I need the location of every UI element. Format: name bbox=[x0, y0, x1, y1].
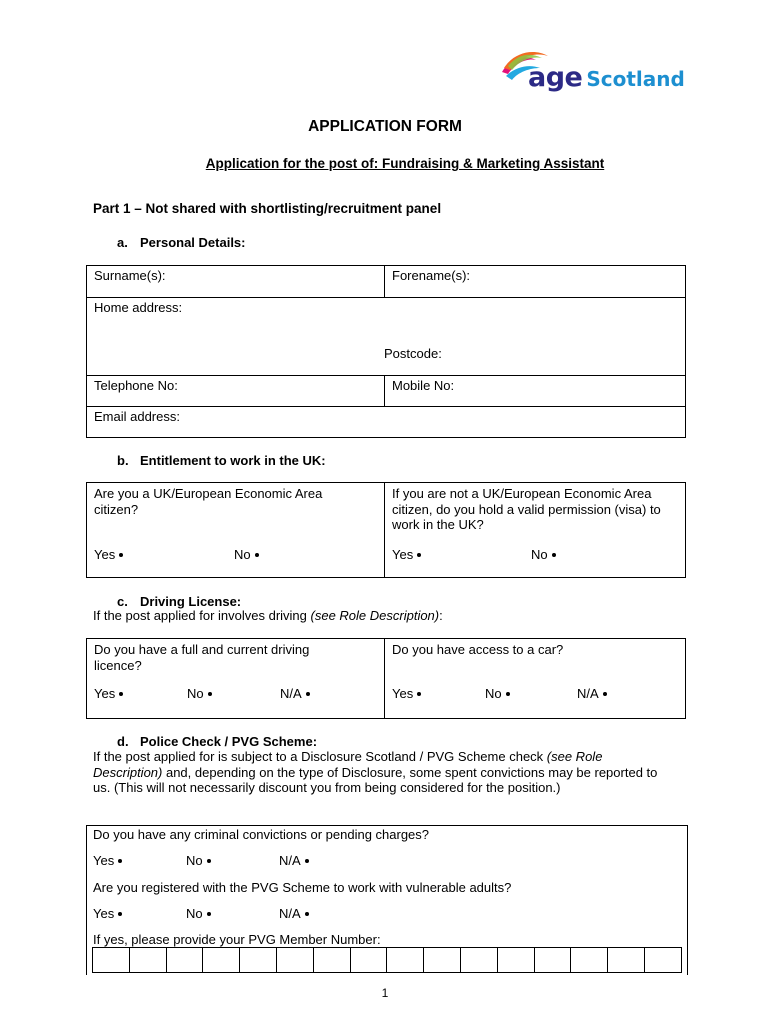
forename-label: Forename(s): bbox=[392, 268, 471, 283]
pvg-digit-box[interactable] bbox=[497, 948, 534, 973]
forename-field[interactable] bbox=[385, 266, 686, 298]
pvg-digit-box[interactable] bbox=[93, 948, 130, 973]
convictions-question: Do you have any criminal convictions or pending charges? bbox=[93, 827, 430, 842]
car-no-option[interactable]: No bbox=[485, 686, 510, 701]
eea-citizen-question: Are you a UK/European Economic Area citizen? bbox=[94, 486, 323, 517]
yes-bullet-icon bbox=[119, 692, 123, 696]
no-bullet-icon bbox=[207, 859, 211, 863]
visa-no-option[interactable]: No bbox=[531, 547, 556, 562]
visa-yes-option[interactable]: Yes bbox=[392, 547, 421, 562]
eea-citizen-cell bbox=[87, 483, 385, 578]
no-bullet-icon bbox=[255, 553, 259, 557]
pvg-digit-box[interactable] bbox=[313, 948, 350, 973]
yes-bullet-icon bbox=[119, 553, 123, 557]
pvg-registered-question: Are you registered with the PVG Scheme to work with vulnerable adults? bbox=[93, 880, 512, 895]
no-bullet-icon bbox=[208, 692, 212, 696]
yes-bullet-icon bbox=[417, 692, 421, 696]
section-b-heading: b. Entitlement to work in the UK: bbox=[117, 453, 326, 468]
driving-table bbox=[86, 638, 686, 719]
pvg-digit-box[interactable] bbox=[644, 948, 681, 973]
pvg-digit-box[interactable] bbox=[424, 948, 461, 973]
eea-no-option[interactable]: No bbox=[234, 547, 259, 562]
pvg-digit-box[interactable] bbox=[460, 948, 497, 973]
pvg-digit-box[interactable] bbox=[534, 948, 571, 973]
email-field[interactable] bbox=[87, 407, 686, 438]
entitlement-table bbox=[86, 482, 686, 578]
yes-bullet-icon bbox=[118, 912, 122, 916]
car-access-question: Do you have access to a car? bbox=[392, 642, 564, 657]
pvg-digit-box[interactable] bbox=[240, 948, 277, 973]
pvg-no-option[interactable]: No bbox=[186, 906, 211, 921]
email-label: Email address: bbox=[94, 409, 180, 424]
convictions-na-option[interactable]: N/A bbox=[279, 853, 309, 868]
section-d-heading: d. Police Check / PVG Scheme: bbox=[117, 734, 318, 749]
eea-yes-option[interactable]: Yes bbox=[94, 547, 123, 562]
visa-question: If you are not a UK/European Economic Area citizen, do you hold a valid permission (visa) to work in the UK? bbox=[392, 486, 661, 532]
telephone-label: Telephone No: bbox=[94, 378, 178, 393]
pvg-digit-box[interactable] bbox=[571, 948, 608, 973]
na-bullet-icon bbox=[305, 912, 309, 916]
pvg-digit-box[interactable] bbox=[276, 948, 313, 973]
yes-bullet-icon bbox=[417, 553, 421, 557]
pvg-digit-box[interactable] bbox=[203, 948, 240, 973]
personal-details-table bbox=[86, 265, 686, 438]
logo-word-age: age bbox=[528, 62, 583, 93]
driving-intro: If the post applied for involves driving (see Role Description): bbox=[93, 608, 443, 623]
section-a-heading: a. Personal Details: bbox=[117, 235, 246, 250]
page-title: APPLICATION FORM bbox=[308, 118, 462, 135]
mobile-label: Mobile No: bbox=[392, 378, 455, 393]
car-access-cell bbox=[385, 639, 686, 719]
logo-word-scotland: Scotland bbox=[586, 67, 685, 91]
pvg-member-number-label: If yes, please provide your PVG Member Number: bbox=[93, 932, 381, 947]
section-c-heading: c. Driving License: bbox=[117, 594, 242, 609]
driving-licence-cell bbox=[87, 639, 385, 719]
no-bullet-icon bbox=[552, 553, 556, 557]
pvg-yes-option[interactable]: Yes bbox=[93, 906, 122, 921]
na-bullet-icon bbox=[305, 859, 309, 863]
pvg-na-option[interactable]: N/A bbox=[279, 906, 309, 921]
na-bullet-icon bbox=[306, 692, 310, 696]
convictions-no-option[interactable]: No bbox=[186, 853, 211, 868]
pvg-digit-box[interactable] bbox=[387, 948, 424, 973]
home-address-field[interactable] bbox=[87, 298, 686, 376]
post-subtitle: Application for the post of: Fundraising & Marketing Assistant bbox=[205, 156, 605, 171]
postcode-label: Postcode: bbox=[384, 346, 442, 361]
part-heading: Part 1 – Not shared with shortlisting/recruitment panel bbox=[93, 201, 442, 216]
police-check-intro: If the post applied for is subject to a Disclosure Scotland / PVG Scheme check (see Role Description) and, depending on the type of Disclosure, some spent convictions may be reported to us. (This will not necessarily discount you from being considered for the position.) bbox=[93, 749, 658, 795]
licence-yes-option[interactable]: Yes bbox=[94, 686, 123, 701]
driving-licence-question: Do you have a full and current driving licence? bbox=[94, 642, 310, 673]
no-bullet-icon bbox=[207, 912, 211, 916]
page-number: 1 bbox=[381, 986, 389, 1000]
car-yes-option[interactable]: Yes bbox=[392, 686, 421, 701]
telephone-field[interactable] bbox=[87, 376, 385, 407]
convictions-yes-option[interactable]: Yes bbox=[93, 853, 122, 868]
home-address-label: Home address: bbox=[94, 300, 183, 315]
age-scotland-logo bbox=[500, 46, 685, 102]
pvg-member-number-grid bbox=[92, 947, 682, 973]
pvg-digit-box[interactable] bbox=[166, 948, 203, 973]
mobile-field[interactable] bbox=[385, 376, 686, 407]
pvg-digit-box[interactable] bbox=[608, 948, 645, 973]
pvg-digit-box[interactable] bbox=[350, 948, 387, 973]
car-na-option[interactable]: N/A bbox=[577, 686, 607, 701]
na-bullet-icon bbox=[603, 692, 607, 696]
licence-na-option[interactable]: N/A bbox=[280, 686, 310, 701]
pvg-digit-box[interactable] bbox=[129, 948, 166, 973]
no-bullet-icon bbox=[506, 692, 510, 696]
licence-no-option[interactable]: No bbox=[187, 686, 212, 701]
visa-cell bbox=[385, 483, 686, 578]
surname-field[interactable] bbox=[87, 266, 385, 298]
surname-label: Surname(s): bbox=[94, 268, 166, 283]
yes-bullet-icon bbox=[118, 859, 122, 863]
